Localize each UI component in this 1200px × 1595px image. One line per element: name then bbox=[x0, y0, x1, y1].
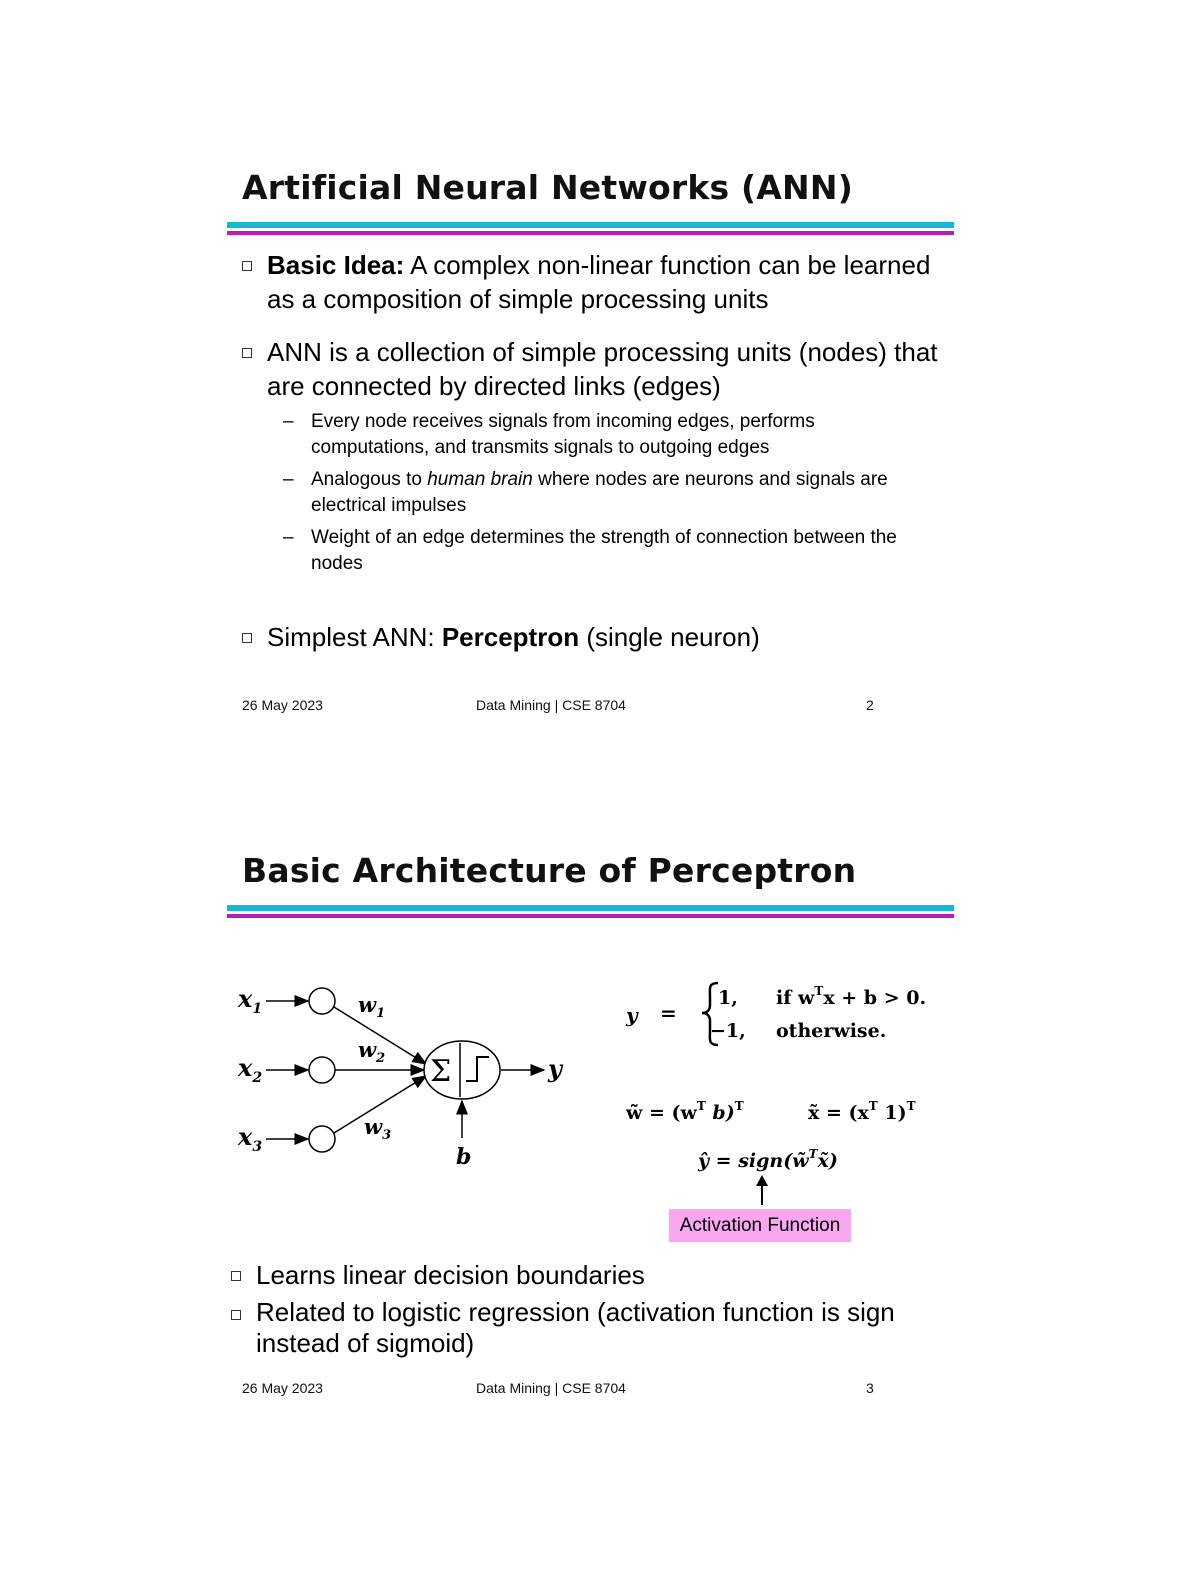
weight-w2-label: $w_2$ bbox=[358, 1037, 386, 1066]
slide3-bullet-linear-boundaries: Learns linear decision boundaries bbox=[231, 1258, 931, 1292]
weight-w1-label: $w_1$ bbox=[358, 992, 386, 1021]
bullet-square-icon bbox=[242, 348, 252, 358]
slide2-footer-page: 2 bbox=[866, 697, 874, 713]
slide2-bullet-ann-collection bbox=[242, 335, 942, 403]
eq-case1-value: 1, bbox=[718, 987, 738, 1009]
bullet-square-icon bbox=[242, 261, 252, 271]
slide2-sub-edge-weight: – Weight of an edge determines the strength of connection between the nodes bbox=[283, 527, 897, 574]
activation-function-label: Activation Function bbox=[669, 1209, 851, 1242]
slide2-footer-date: 26 May 2023 bbox=[242, 697, 323, 713]
bullet-square-icon bbox=[242, 633, 252, 643]
perceptron-diagram bbox=[230, 970, 580, 1180]
slide2-title: Artificial Neural Networks (ANN) bbox=[242, 168, 853, 207]
bullet-square-icon bbox=[231, 1310, 241, 1320]
eq-equals: = bbox=[660, 1001, 677, 1025]
input-node-1 bbox=[309, 988, 335, 1014]
eq-case1-condition: if $w^Tx + b > 0$. bbox=[776, 984, 927, 1009]
eq-y: y bbox=[626, 1003, 638, 1027]
eq-w-tilde: w̃ = ($w^T$ b)$^T$ bbox=[626, 1099, 744, 1124]
input-node-2 bbox=[309, 1057, 335, 1083]
slide3-title-rule bbox=[227, 905, 954, 918]
basic-idea-label: Basic Idea: bbox=[267, 250, 405, 280]
dash-bullet-icon: – bbox=[283, 469, 294, 490]
perceptron-bold: Perceptron bbox=[441, 622, 580, 652]
dash-bullet-icon: – bbox=[283, 527, 294, 548]
slide3-footer-course: Data Mining | CSE 8704 bbox=[476, 1380, 626, 1396]
slide2-sub-every-node: – Every node receives signals from incoming edges, performs computations, and transmits signals to outgoing edges bbox=[283, 411, 815, 458]
weight-w3-label: $w_3$ bbox=[364, 1114, 392, 1143]
slide2-bullet-perceptron: Simplest ANN: Perceptron (single neuron) bbox=[242, 620, 942, 654]
human-brain-italic: human brain bbox=[427, 469, 533, 490]
slide3-footer-date: 26 May 2023 bbox=[242, 1380, 323, 1396]
slide3-title: Basic Architecture of Perceptron bbox=[242, 851, 857, 890]
eq-prediction: ŷ = sign(w̃$^T$x̃) bbox=[698, 1147, 838, 1172]
slide3-bullet-logistic-regression: Related to logistic regression (activation function is sign instead of sigmoid) bbox=[231, 1297, 931, 1359]
summation-sigma-icon: Σ bbox=[430, 1054, 452, 1089]
eq-case2-value: −1, bbox=[710, 1020, 746, 1042]
input-x3-label: $x_3$ bbox=[238, 1122, 263, 1155]
input-x2-label: $x_2$ bbox=[238, 1053, 263, 1086]
bias-b-label: b bbox=[456, 1144, 472, 1170]
output-y-label: y bbox=[548, 1054, 562, 1083]
slide3-footer-page: 3 bbox=[866, 1380, 874, 1396]
bullet-square-icon bbox=[231, 1271, 241, 1281]
ann-collection-text: ANN is a collection of simple processing units (nodes) that are connected by directed links (edges) bbox=[267, 337, 938, 401]
slide2-footer-course: Data Mining | CSE 8704 bbox=[476, 697, 626, 713]
input-x1-label: $x_1$ bbox=[238, 984, 263, 1017]
slide2-title-rule bbox=[227, 222, 954, 235]
basic-idea-text: A complex non-linear function can be learned as a composition of simple processing units bbox=[267, 250, 931, 314]
input-node-3 bbox=[309, 1126, 335, 1152]
dash-bullet-icon: – bbox=[283, 411, 294, 432]
eq-case2-condition: otherwise. bbox=[776, 1020, 887, 1042]
eq-x-tilde: x̃ = ($x^T$ 1)$^T$ bbox=[808, 1099, 916, 1124]
perceptron-equations bbox=[620, 975, 950, 1205]
slide2-bullet-basic-idea bbox=[242, 248, 942, 316]
slide2-sub-human-brain: – Analogous to human brain where nodes are neurons and signals are electrical impulses bbox=[283, 469, 888, 516]
